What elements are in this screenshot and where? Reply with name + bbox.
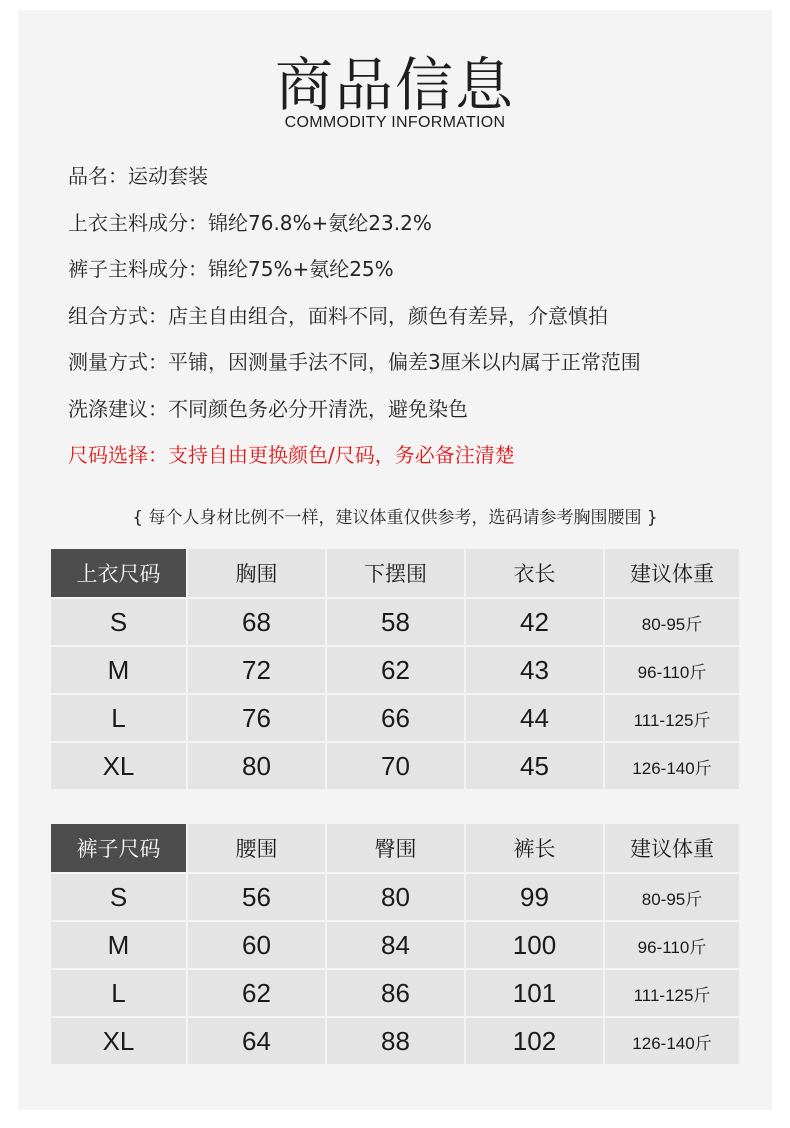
weight-cell: 96-110斤 <box>605 647 739 693</box>
weight-cell: 111-125斤 <box>605 695 739 741</box>
header-cell-size: 裤子尺码 <box>51 824 186 872</box>
header-cell-size: 上衣尺码 <box>51 549 186 597</box>
info-value: 平铺，因测量手法不同，偏差3厘米以内属于正常范围 <box>168 350 641 374</box>
value-cell: 43 <box>466 647 603 693</box>
info-label: 上衣主料成分： <box>68 210 208 235</box>
value-cell: 44 <box>466 695 603 741</box>
table-row <box>51 695 739 741</box>
value-cell: 70 <box>327 743 464 789</box>
info-label: 裤子主料成分： <box>68 257 208 281</box>
table-header-row <box>51 824 739 872</box>
info-value: 不同颜色务必分开清洗，避免染色 <box>168 396 468 421</box>
size-cell: S <box>51 599 186 645</box>
top-size-table <box>49 547 741 791</box>
value-cell: 84 <box>327 922 464 968</box>
info-combination <box>68 300 641 347</box>
value-cell: 88 <box>327 1018 464 1064</box>
header-cell: 建议体重 <box>605 549 739 597</box>
info-label: 组合方式： <box>68 303 168 328</box>
value-cell: 100 <box>466 922 603 968</box>
size-cell: XL <box>51 1018 186 1064</box>
header-cell: 下摆围 <box>327 549 464 597</box>
info-label: 洗涤建议： <box>68 396 168 421</box>
value-cell: 76 <box>188 695 325 741</box>
weight-cell: 111-125斤 <box>605 970 739 1016</box>
page-title: 商品信息 <box>274 51 515 119</box>
info-size-selection <box>68 439 641 486</box>
weight-cell: 80-95斤 <box>605 874 739 920</box>
page-subtitle: COMMODITY INFORMATION <box>284 114 506 131</box>
value-cell: 80 <box>327 874 464 920</box>
header-cell: 裤长 <box>466 824 603 872</box>
size-note: { 每个人身材比例不一样，建议体重仅供参考，选码请参考胸围腰围 } <box>132 508 658 528</box>
header-cell: 衣长 <box>466 549 603 597</box>
table-row <box>51 970 739 1016</box>
size-cell: XL <box>51 743 186 789</box>
pants-size-table <box>49 822 741 1066</box>
header-cell: 胸围 <box>188 549 325 597</box>
weight-cell: 80-95斤 <box>605 599 739 645</box>
info-label: 测量方式： <box>68 350 168 374</box>
value-cell: 99 <box>466 874 603 920</box>
table-row <box>51 874 739 920</box>
info-value: 店主自由组合，面料不同，颜色有差异，介意慎拍 <box>168 303 608 328</box>
size-cell: L <box>51 695 186 741</box>
value-cell: 101 <box>466 970 603 1016</box>
table-row <box>51 743 739 789</box>
info-label: 尺码选择： <box>68 443 168 467</box>
table-header-row <box>51 549 739 597</box>
value-cell: 64 <box>188 1018 325 1064</box>
value-cell: 66 <box>327 695 464 741</box>
value-cell: 72 <box>188 647 325 693</box>
value-cell: 42 <box>466 599 603 645</box>
size-cell: L <box>51 970 186 1016</box>
info-value: 锦纶76.8%+氨纶23.2% <box>208 210 432 235</box>
size-cell: M <box>51 922 186 968</box>
info-pants-material <box>68 253 641 300</box>
info-washing <box>68 393 641 440</box>
size-cell: S <box>51 874 186 920</box>
header-cell: 腰围 <box>188 824 325 872</box>
value-cell: 58 <box>327 599 464 645</box>
value-cell: 56 <box>188 874 325 920</box>
info-product-name <box>68 160 641 207</box>
size-cell: M <box>51 647 186 693</box>
info-measurement <box>68 346 641 393</box>
info-label: 品名： <box>68 164 128 188</box>
value-cell: 62 <box>188 970 325 1016</box>
table-row <box>51 599 739 645</box>
value-cell: 68 <box>188 599 325 645</box>
product-info-list <box>68 160 641 486</box>
value-cell: 45 <box>466 743 603 789</box>
weight-cell: 126-140斤 <box>605 743 739 789</box>
table-row <box>51 922 739 968</box>
value-cell: 102 <box>466 1018 603 1064</box>
header-cell: 建议体重 <box>605 824 739 872</box>
info-value: 支持自由更换颜色/尺码，务必备注清楚 <box>168 443 515 467</box>
value-cell: 62 <box>327 647 464 693</box>
value-cell: 60 <box>188 922 325 968</box>
weight-cell: 126-140斤 <box>605 1018 739 1064</box>
value-cell: 80 <box>188 743 325 789</box>
header-cell: 臀围 <box>327 824 464 872</box>
value-cell: 86 <box>327 970 464 1016</box>
weight-cell: 96-110斤 <box>605 922 739 968</box>
table-row <box>51 1018 739 1064</box>
info-top-material <box>68 207 641 254</box>
info-value: 锦纶75%+氨纶25% <box>208 257 394 281</box>
table-row <box>51 647 739 693</box>
info-value: 运动套装 <box>128 164 208 188</box>
